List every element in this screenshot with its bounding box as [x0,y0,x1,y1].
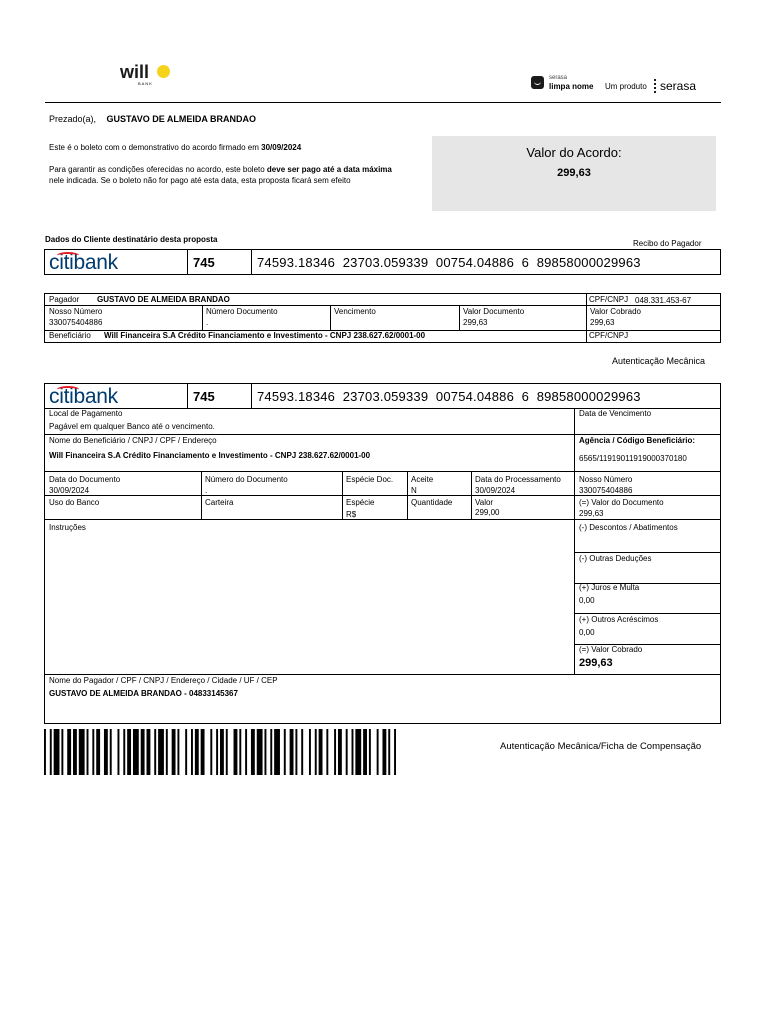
ficha-header-row [44,383,721,409]
ficha-valor-label: Valor [475,498,494,507]
limpa-nome-text: limpa nome [549,82,594,91]
recibo-table [44,293,721,343]
will-logo [120,62,180,88]
ficha-data-doc-label: Data do Documento [49,475,121,484]
barcode-bar [245,729,247,775]
barcode-bar [191,729,193,775]
ficha-juros-value: 0,00 [579,596,595,605]
recibo-divider-1 [187,250,188,274]
serasa-limpa-nome-logo [531,75,601,93]
barcode-bar [54,729,60,775]
barcode-bar [92,729,94,775]
recibo-digitable-line: 74593.18346 23703.059339 00754.04886 6 89858000029963 [257,255,641,270]
recibo-col-4 [459,305,460,330]
ficha-table [44,408,721,724]
recibo-numero-doc-value: . [206,318,209,327]
header-divider [45,102,721,103]
barcode-bar [257,729,263,775]
recibo-header-row [44,249,721,275]
barcode-bar [123,729,125,775]
ficha-line-b [45,471,720,472]
barcode-bar [352,729,354,775]
citibank-logo-text: citibank [49,251,118,274]
ficha-col-2 [342,471,343,519]
barcode-bar [315,729,317,775]
barcode-bar [96,729,100,775]
barcode-bar [50,729,52,775]
acordo-label: Valor do Acordo: [526,145,622,160]
ficha-local-value: Pagável em qualquer Banco até o vencimento. [49,422,215,431]
ficha-nosso-num-value: 330075404886 [579,486,633,495]
barcode-bar [309,729,311,775]
ficha-juros-label: (+) Juros e Multa [579,583,640,592]
ficha-data-doc-value: 30/09/2024 [49,486,90,495]
ficha-citibank-logo-text: citibank [49,385,118,408]
barcode-bar [117,729,119,775]
barcode-bar [270,729,272,775]
ficha-descontos-label: (-) Descontos / Abatimentos [579,523,678,532]
recibo-row-line-1 [45,305,720,306]
barcode-bar [234,729,238,775]
recibo-numero-doc-label: Número Documento [206,307,278,316]
ficha-line-d [45,519,720,520]
prezado-label: Prezado(a), [49,114,97,124]
recibo-col-2 [202,305,203,330]
prezado-line [49,114,256,125]
recibo-autenticacao: Autenticação Mecânica [612,356,706,366]
barcode-bar [284,729,286,775]
barcode-bar [382,729,386,775]
recibo-valor-cobrado-label: Valor Cobrado [590,307,641,316]
recibo-valor-doc-label: Valor Documento [463,307,525,316]
ficha-quantidade-label: Quantidade [411,498,453,507]
barcode-bar [61,729,63,775]
barcode-bar [141,729,145,775]
ficha-valor-cobrado-label: (=) Valor Cobrado [579,645,643,654]
dados-cliente-label: Dados do Cliente destinatário desta proposta [45,235,218,244]
client-name: GUSTAVO DE ALMEIDA BRANDAO [106,114,257,124]
barcode-bar [210,729,212,775]
ficha-line-r1 [574,552,720,553]
ficha-bank-code: 745 [193,389,215,404]
intro-line-2 [49,165,392,175]
recibo-cpf-label: CPF/CNPJ [589,295,629,304]
barcode-bar [264,729,266,775]
recibo-divider-2 [251,250,252,274]
ficha-data-proc-value: 30/09/2024 [475,486,516,495]
ficha-carteira-label: Carteira [205,498,234,507]
ficha-nome-benef-label: Nome do Beneficiário / CNPJ / CPF / Endereço [49,436,217,445]
ficha-nosso-num-label: Nosso Número [579,475,633,484]
ficha-valor-value: 299,00 [475,508,500,517]
barcode-bar [201,729,205,775]
barcode-bar [133,729,139,775]
ficha-col-4b [471,495,472,519]
serasa-brand-text: serasa [660,79,697,93]
barcode-bar [363,729,367,775]
ficha-agencia-label: Agência / Código Beneficiário: [579,436,696,445]
barcode-bar [185,729,187,775]
barcode-bar [110,729,112,775]
recibo-pagador-label: Recibo do Pagador [633,239,702,248]
ficha-autenticacao: Autenticação Mecânica/Ficha de Compensação [500,741,702,752]
barcode-bar [87,729,89,775]
recibo-beneficiario-label: Beneficiário [49,331,91,340]
ficha-valor-doc-label: (=) Valor do Documento [579,498,664,507]
ficha-pagador-label: Nome do Pagador / CPF / CNPJ / Endereço / Cidade / UF / CEP [49,676,278,685]
barcode-bar [216,729,218,775]
ficha-data-venc-label: Data de Vencimento [579,409,652,418]
barcode-bar [73,729,77,775]
recibo-col-3 [330,305,331,330]
barcode-bar [166,729,168,775]
ficha-aceite-value: N [411,486,417,495]
barcode-bar [346,729,348,775]
ficha-uso-banco-label: Uso do Banco [49,498,100,507]
barcode-bar [377,729,379,775]
intro-line-1-text: Este é o boleto com o demonstrativo do acordo firmado em [49,143,259,152]
ficha-aceite-label: Aceite [411,475,434,484]
ficha-num-doc-label: Número do Documento [205,475,288,484]
ficha-pagador-value: GUSTAVO DE ALMEIDA BRANDAO - 04833145367 [49,689,238,698]
barcode-bar [394,729,396,775]
ficha-valor-doc-value: 299,63 [579,509,604,518]
barcode [44,729,396,775]
citibank-arc-icon [57,252,79,259]
ficha-especie-doc-label: Espécie Doc. [346,475,394,484]
ficha-outras-ded-label: (-) Outras Deduções [579,554,652,563]
ficha-line-r3 [574,613,720,614]
will-logo-text: will [120,62,150,82]
recibo-nosso-numero-value: 330075404886 [49,318,103,327]
barcode-bar [326,729,328,775]
acordo-value: 299,63 [557,167,591,179]
ficha-line-e [45,674,720,675]
ficha-valor-cobrado-value: 299,63 [579,657,613,669]
ficha-digitable-line: 74593.18346 23703.059339 00754.04886 6 89858000029963 [257,389,641,404]
recibo-pagador-label: Pagador [49,295,80,304]
recibo-valor-cobrado-value: 299,63 [590,318,615,327]
barcode-bar [172,729,176,775]
recibo-cpf-value: 048.331.453-67 [635,296,692,305]
recibo-cpf2-label: CPF/CNPJ [589,331,629,340]
ficha-outros-acr-label: (+) Outros Acréscimos [579,615,659,624]
barcode-bar [195,729,199,775]
ficha-data-proc-label: Data do Processamento [475,475,561,484]
barcode-bar [338,729,342,775]
ficha-especie-value: R$ [346,510,357,519]
recibo-beneficiario-value: Will Financeira S.A Crédito Financiamento e Investimento - CNPJ 238.627.62/0001-00 [104,331,426,340]
intro-agreement-date: 30/09/2024 [261,143,302,152]
recibo-pagador-value: GUSTAVO DE ALMEIDA BRANDAO [97,295,230,304]
recibo-valor-doc-value: 299,63 [463,318,488,327]
ficha-local-label: Local de Pagamento [49,409,123,418]
ficha-col-4 [471,471,472,495]
barcode-bar [226,729,228,775]
barcode-bar [251,729,255,775]
barcode-bar [290,729,294,775]
ficha-especie-label: Espécie [346,498,375,507]
barcode-bar [147,729,151,775]
recibo-vencimento-label: Vencimento [334,307,376,316]
barcode-bar [220,729,224,775]
recibo-bank-code: 745 [193,255,215,270]
barcode-bar [355,729,361,775]
ficha-divider-2 [251,384,252,408]
barcode-bar [177,729,179,775]
ficha-instrucoes-label: Instruções [49,523,86,532]
ficha-nome-benef-value: Will Financeira S.A Crédito Financiamento e Investimento - CNPJ 238.627.62/0001-00 [49,451,371,460]
acordo-box [432,136,716,211]
barcode-bar [44,729,46,775]
intro-line-2-text: Para garantir as condições oferecidas no acordo, este boleto [49,165,265,174]
barcode-bar [319,729,323,775]
barcode-bar [67,729,71,775]
barcode-bar [295,729,297,775]
ficha-outros-acr-value: 0,00 [579,628,595,637]
intro-line-2-bold: deve ser pago até a data máxima [266,165,392,174]
serasa-brand-logo [654,77,704,95]
barcode-bar [334,729,336,775]
intro-line-3: nele indicada. Se o boleto não for pago até esta data, esta proposta ficará sem efeito [49,176,351,185]
ficha-right-col [574,408,575,674]
barcode-bar [79,729,85,775]
ficha-col-1 [201,471,202,519]
barcode-bar [104,729,108,775]
recibo-nosso-numero-label: Nosso Número [49,307,103,316]
barcode-bar [274,729,280,775]
barcode-bar [369,729,371,775]
recibo-col-cpf [586,294,587,342]
barcode-bar [154,729,156,775]
ficha-agencia-value: 6565/11919011919000370180 [579,454,687,463]
ficha-divider-1 [187,384,188,408]
ficha-line-a [45,434,720,435]
ficha-col-3 [407,471,408,519]
um-produto-text: Um produto [605,82,647,91]
will-logo-dot-icon [157,65,170,78]
barcode-bar [127,729,131,775]
barcode-bar [301,729,303,775]
intro-line-1 [49,143,301,153]
barcode-bar [388,729,390,775]
will-logo-sub: BANK [138,81,153,86]
serasa-small-text: serasa [549,75,568,81]
ficha-num-doc-value: . [205,486,208,495]
ficha-citibank-arc-icon [57,386,79,393]
barcode-bar [239,729,241,775]
barcode-bar [158,729,164,775]
